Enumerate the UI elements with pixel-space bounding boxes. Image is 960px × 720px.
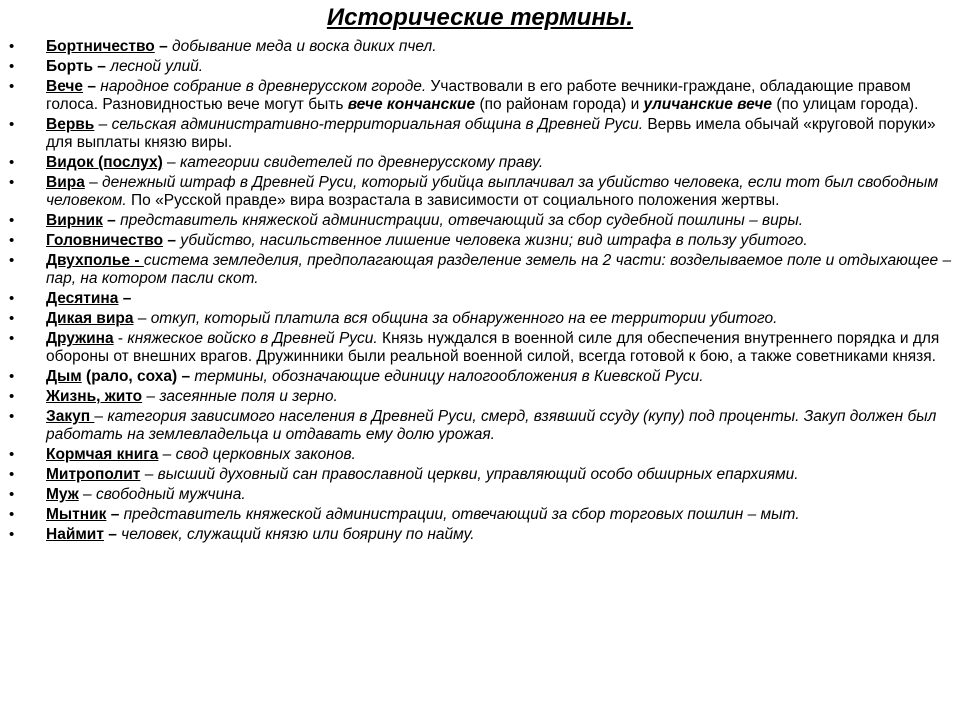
term-text: – [118, 290, 132, 307]
bullet-icon: • [9, 290, 15, 307]
bullet-icon: • [9, 212, 15, 229]
term-name: Вира [46, 174, 85, 191]
term-text: свободный мужчина. [95, 486, 246, 503]
term-text: человек, служащий князю или боярину по найму. [121, 526, 475, 543]
term-text: – [133, 310, 151, 327]
term-entry [0, 38, 960, 56]
term-entry [0, 526, 960, 544]
term-text: – [162, 154, 180, 171]
bullet-icon: • [9, 408, 15, 425]
term-text: – [140, 466, 158, 483]
term-name: Видок (послух) [46, 154, 163, 171]
term-text: – [94, 408, 108, 425]
term-entry [0, 388, 960, 406]
term-entry [0, 506, 960, 524]
term-text: свод церковных законов. [175, 446, 356, 463]
term-text: представитель княжеской администрации, отвечающий за сбор судебной пошлины – виры. [120, 212, 804, 229]
term-text: – [78, 486, 96, 503]
term-entry [0, 232, 960, 250]
bullet-icon: • [9, 466, 15, 483]
term-text: – [106, 506, 124, 523]
term-text: – [83, 78, 101, 95]
term-name: Наймит [46, 526, 104, 543]
term-entry [0, 310, 960, 328]
bullet-icon: • [9, 368, 15, 385]
term-name: Мытник [46, 506, 107, 523]
term-text: денежный штраф в Древней Руси, который убийца выплачивал за убийство человека, если тот был свободным человеком. [46, 174, 939, 209]
bullet-icon: • [9, 252, 15, 269]
bullet-icon: • [9, 506, 15, 523]
bullet-icon: • [9, 78, 15, 95]
bullet-icon: • [9, 38, 15, 55]
term-text: – [94, 116, 112, 133]
term-text: – [163, 232, 181, 249]
bullet-icon: • [9, 310, 15, 327]
term-entry [0, 368, 960, 386]
page-title: Исторические термины. [326, 4, 634, 31]
term-text: категория зависимого населения в Древней Руси, смерд, взявший ссуду (купу) под проценты. Закуп должен был работать на землевладельца и отдавать ему долю урожая. [46, 408, 937, 443]
term-text: высший духовный сан православной церкви, управляющий особо обширных епархиями. [157, 466, 799, 483]
bullet-icon: • [9, 446, 15, 463]
term-name: Вирник [46, 212, 103, 229]
bullet-icon: • [9, 526, 15, 543]
term-name: Дикая вира [46, 310, 134, 327]
term-entry [0, 290, 960, 308]
term-text: система земледелия, предполагающая разделение земель на 2 части: возделываемое поле и отдыхающее – пар, на котором пасли скот. [46, 252, 952, 287]
term-name: Дым [46, 368, 82, 385]
bullet-icon: • [9, 116, 15, 133]
term-text: народное собрание в древнерусском городе. [100, 78, 427, 95]
term-text: – [154, 38, 173, 55]
bullet-icon: • [9, 58, 15, 75]
term-text: убийство, насильственное лишение человека жизни; вид штрафа в пользу убитого. [180, 232, 808, 249]
term-text: сельская административно-территориальная община в Древней Руси. [111, 116, 644, 133]
term-text: термины, обозначающие единицу налогообложения в Киевской Руси. [194, 368, 704, 385]
term-name: Кормчая книга [46, 446, 159, 463]
term-text: – [158, 446, 176, 463]
term-text: – [103, 526, 122, 543]
term-entry [0, 58, 960, 76]
term-entry [0, 212, 960, 230]
term-text: - [113, 330, 128, 347]
term-text: – [84, 174, 103, 191]
term-text: – [142, 388, 160, 405]
term-name: Вече [46, 78, 84, 95]
bullet-icon: • [9, 330, 15, 347]
term-text: Участвовали в его работе вечники-граждане, обладающие правом голоса. Разновидностью вече могут быть [46, 78, 911, 113]
term-text: представитель княжеской администрации, отвечающий за сбор торговых пошлин – мыт. [123, 506, 800, 523]
term-name: Дружина [46, 330, 114, 347]
term-text: добывание меда и воска диких пчел. [172, 38, 437, 55]
term-text: (рало, соха) – [81, 368, 195, 385]
terms-list [0, 38, 960, 546]
term-text: По «Русской правде» вира возрастала в зависимости от социального положения жертвы. [126, 192, 780, 209]
term-text: Вервь имела обычай «круговой поруки» для выплаты князю виры. [46, 116, 936, 151]
term-name: Вервь [46, 116, 95, 133]
bullet-icon: • [9, 174, 15, 191]
term-name: Десятина [46, 290, 119, 307]
term-text: вече кончанские [347, 96, 476, 113]
term-entry [0, 116, 960, 152]
term-entry [0, 466, 960, 484]
term-entry [0, 174, 960, 210]
term-text: княжеское войско в Древней Руси. [127, 330, 378, 347]
bullet-icon: • [9, 486, 15, 503]
term-text: – [102, 212, 121, 229]
term-text: категории свидетелей по древнерусскому праву. [179, 154, 544, 171]
term-entry [0, 252, 960, 288]
term-name: Жизнь, жито [46, 388, 143, 405]
bullet-icon: • [9, 232, 15, 249]
bullet-icon: • [9, 388, 15, 405]
term-text: – [93, 58, 111, 75]
term-name: Бортничество [46, 38, 155, 55]
term-name: Головничество [46, 232, 164, 249]
term-text: (по районам города) и [475, 96, 644, 113]
term-text: лесной улий. [110, 58, 204, 75]
term-name: Муж [46, 486, 79, 503]
term-name: Двухполье [46, 252, 135, 269]
term-entry [0, 330, 960, 366]
term-entry [0, 446, 960, 464]
term-entry [0, 154, 960, 172]
term-entry [0, 78, 960, 114]
term-text: (по улицам города). [772, 96, 919, 113]
term-text: Князь нуждался в военной силе для обеспечения внутреннего порядка и для обороны от внешних врагов. Дружинники были реальной военной силой, всегда готовой к бою, а также советниками князя. [46, 330, 940, 365]
term-name: Закуп [46, 408, 95, 425]
bullet-icon: • [9, 154, 15, 171]
term-name: - [134, 252, 144, 269]
term-entry [0, 486, 960, 504]
term-text: засеянные поля и зерно. [159, 388, 338, 405]
term-text: откуп, который платила вся община за обнаруженного на ее территории убитого. [150, 310, 778, 327]
term-entry [0, 408, 960, 444]
term-name: Митрополит [46, 466, 141, 483]
term-text: Борть [46, 58, 93, 75]
term-text: уличанские вече [643, 96, 773, 113]
